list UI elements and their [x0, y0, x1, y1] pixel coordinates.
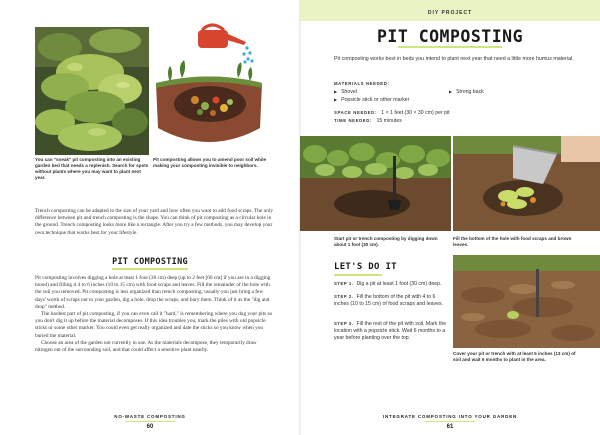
paragraph: The hardest part of pit composting, if you can even call it "hard," is remembering where you dug your pits so you don't dig it up before the material decomposes. If this idea troubles you, mark the piles with old popsicle sticks or some other marker. You could even get really organized and date the sticks so you know when you buried the material. — [35, 311, 273, 339]
section-heading: PIT COMPOSTING — [112, 257, 188, 267]
project-tag: DIY PROJECT — [427, 10, 473, 16]
time-value: 15 minutes — [376, 118, 402, 124]
step-label: STEP 3. — [334, 321, 354, 326]
digging-photo — [300, 136, 451, 231]
step-text: Dig a pit at least 1 foot (30 cm) deep. — [356, 281, 442, 287]
pit-composting-illustration — [150, 18, 268, 158]
step-3 — [334, 320, 449, 342]
space-needed — [334, 110, 450, 116]
paragraph: Choose an area of the garden not currently in use. As the materials decompose, they temporarily draw nitrogen out of the surrounding soil, and that could affect a sensitive plant nearby. — [35, 339, 257, 354]
space-value: 1 × 1 feet (30 × 30 cm) per pit — [381, 110, 450, 116]
covered-pit-photo — [453, 255, 600, 348]
step-1 — [334, 280, 449, 288]
step-label: STEP 2. — [334, 294, 354, 299]
section-heading-underline — [112, 268, 188, 270]
footer-rule — [125, 421, 175, 422]
material-label: Shovel — [341, 89, 357, 95]
running-footer: NO-WASTE COMPOSTING — [114, 414, 186, 419]
material-label: Strong back — [456, 89, 484, 95]
lets-do-it-underline — [334, 274, 382, 276]
material-item — [334, 89, 357, 95]
material-item — [449, 89, 484, 95]
footer-rule — [425, 421, 475, 422]
bullet-triangle-icon: ▶ — [334, 97, 338, 102]
step-label: STEP 1. — [334, 281, 354, 286]
title-underline — [398, 46, 502, 48]
space-label: SPACE NEEDED: — [334, 110, 377, 115]
step-text: Fill the rest of the pit with soil. Mark the location with a popsicle stick. Wait 6 months to a year before planting over the top. — [334, 321, 447, 341]
step-text: Fill the bottom of the pit with 4 to 6 inches (10 to 15 cm) of food scraps and leaves. — [334, 294, 443, 307]
digging-caption: Start pit or trench composting by digging down about 1 foot (30 cm). — [334, 236, 438, 247]
time-needed — [334, 118, 402, 124]
water-drops-icon — [242, 46, 253, 63]
bucket-photo — [453, 136, 600, 231]
page-number: 61 — [446, 424, 454, 430]
step-2 — [334, 293, 449, 308]
running-footer: INTEGRATE COMPOSTING INTO YOUR GARDEN — [382, 414, 518, 419]
time-label: TIME NEEDED: — [334, 118, 372, 123]
bullet-triangle-icon: ▶ — [449, 89, 453, 94]
project-title: PIT COMPOSTING — [376, 27, 524, 46]
intro-text: Trench composting can be adapted to the size of your yard and how often you want to add food scraps. The only difference between pit and trench composting is the shape. You can think of pit composting as a circular hole in the ground. Trench composting looks more like a rectangle. After you try a few methods, you may develop your own technique that works best for your lifestyle. — [35, 208, 274, 236]
material-label: Popsicle stick or other marker — [341, 97, 410, 103]
hosta-garden-photo — [35, 27, 149, 155]
project-intro: Pit composting works best in beds you intend to plant next year that need a little more humus material. — [334, 56, 574, 62]
watering-can-icon — [198, 25, 246, 48]
material-item — [334, 97, 409, 103]
covered-pit-caption: Cover your pit or trench with at least 5 inches (13 cm) of soil and wait 6 months to plant in the area. — [453, 351, 576, 362]
illustration-caption: Pit composting allows you to amend poor soil while making your composting invisible to neighbors. — [153, 157, 267, 168]
page-number: 60 — [146, 424, 154, 430]
bullet-triangle-icon: ▶ — [334, 89, 338, 94]
lets-do-it-heading: LET'S DO IT — [334, 262, 397, 272]
paragraph: Pit composting involves digging a hole at least 1 foot (30 cm) deep (up to 2 feet [60 cm] if you are in a digging mood) and filling it 4 to 6 inches (10 to 15 cm) with food scraps and leaves. Fill the remainder of the hole with the soil you removed. Pit composting is less organized than trench composting; usually you just bring a few days' worth of scraps out to your garden, dig a hole, drop the scraps, and bury them. Think of it as the "dig and drop" method. — [35, 275, 271, 310]
bucket-caption: Fill the bottom of the hole with food scraps and brown leaves. — [453, 236, 572, 247]
body-paragraphs — [35, 275, 275, 354]
intro-paragraph — [35, 208, 275, 237]
materials-label: MATERIALS NEEDED: — [334, 81, 390, 86]
photo-caption: You can "sneak" pit composting into an existing garden bed that needs a replenish. Search for spots without plants where you may want to plant next year. — [35, 157, 149, 180]
